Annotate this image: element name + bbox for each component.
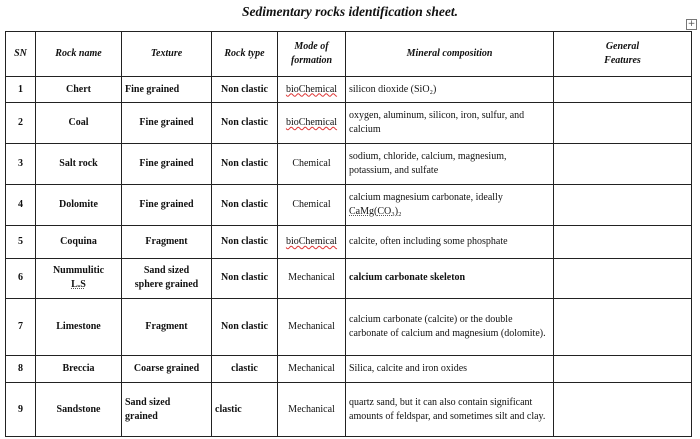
cell-sn: 4 [6, 185, 36, 226]
cell-mineral: Silica, calcite and iron oxides [346, 356, 554, 383]
table-row [6, 226, 692, 259]
header-rock-name: Rock name [36, 32, 122, 77]
header-texture: Texture [122, 32, 212, 77]
cell-sn: 3 [6, 144, 36, 185]
table-row [6, 185, 692, 226]
cell-rock-name: Salt rock [36, 144, 122, 185]
table-row [6, 356, 692, 383]
cell-texture: Coarse grained [122, 356, 212, 383]
spellcheck-word: bioChemical [285, 83, 338, 95]
header-mineral: Mineral composition [346, 32, 554, 77]
cell-rock-type: clastic [212, 383, 278, 437]
cell-mineral: oxygen, aluminum, silicon, iron, sulfur, and calcium [346, 103, 554, 144]
cell-mode: Mechanical [278, 258, 346, 299]
table-row [6, 77, 692, 103]
cell-mineral: quartz sand, but it can also contain significant amounts of feldspar, and sometimes silt and clay. [346, 383, 554, 437]
cell-mode: Mechanical [278, 356, 346, 383]
header-general-features [554, 32, 692, 77]
spellcheck-word: bioChemical [285, 117, 338, 129]
cell-features[interactable] [554, 144, 692, 185]
header-row [6, 32, 692, 77]
cell-mode [278, 77, 346, 103]
cell-sn: 6 [6, 258, 36, 299]
cell-mode: Mechanical [278, 383, 346, 437]
cell-texture: Fine grained [122, 144, 212, 185]
cell-sn: 8 [6, 356, 36, 383]
header-gf-line2: Features [604, 55, 641, 66]
cell-rock-name: Breccia [36, 356, 122, 383]
rock-name-abbrev: L.S [71, 279, 86, 291]
cell-mineral: calcium carbonate (calcite) or the double carbonate of calcium and magnesium (dolomite). [346, 299, 554, 356]
cell-mineral: calcium carbonate skeleton [346, 258, 554, 299]
cell-rock-name: Chert [36, 77, 122, 103]
rock-name-line: Nummulitic [52, 265, 105, 277]
cell-texture [122, 383, 212, 437]
header-mode-line2: formation [290, 55, 333, 66]
cell-rock-type: Non clastic [212, 103, 278, 144]
cell-mineral: calcite, often including some phosphate [346, 226, 554, 259]
table-row [6, 383, 692, 437]
cell-rock-type: Non clastic [212, 185, 278, 226]
cell-sn: 9 [6, 383, 36, 437]
texture-line: sphere grained [134, 279, 199, 291]
table-row [6, 299, 692, 356]
cell-features[interactable] [554, 299, 692, 356]
table-row [6, 258, 692, 299]
header-rock-type: Rock type [212, 32, 278, 77]
cell-mode: Chemical [278, 185, 346, 226]
page-title: Sedimentary rocks identification sheet. [242, 4, 458, 19]
cell-mode [278, 226, 346, 259]
cell-texture: Fine grained [122, 77, 212, 103]
table-move-handle-icon[interactable]: + [687, 19, 696, 29]
cell-rock-type: Non clastic [212, 299, 278, 356]
cell-rock-type: Non clastic [212, 258, 278, 299]
rocks-table [5, 31, 692, 437]
cell-mode: Mechanical [278, 299, 346, 356]
cell-features[interactable] [554, 103, 692, 144]
cell-texture [122, 258, 212, 299]
cell-mineral: silicon dioxide (SiO₂) [346, 77, 554, 103]
texture-line: Sand sized [125, 396, 171, 408]
cell-features[interactable] [554, 77, 692, 103]
cell-rock-type: Non clastic [212, 144, 278, 185]
cell-rock-name: Coal [36, 103, 122, 144]
cell-rock-name [36, 258, 122, 299]
cell-sn: 1 [6, 77, 36, 103]
texture-line: Sand sized [143, 265, 190, 277]
cell-rock-name: Limestone [36, 299, 122, 356]
cell-mode: Chemical [278, 144, 346, 185]
texture-line: grained [125, 410, 158, 422]
cell-mineral: sodium, chloride, calcium, magnesium, potassium, and sulfate [346, 144, 554, 185]
header-mode [278, 32, 346, 77]
cell-rock-name: Dolomite [36, 185, 122, 226]
cell-texture: Fine grained [122, 185, 212, 226]
table-row [6, 144, 692, 185]
cell-rock-type: Non clastic [212, 77, 278, 103]
cell-sn: 7 [6, 299, 36, 356]
header-sn: SN [6, 32, 36, 77]
spellcheck-word: bioChemical [285, 235, 338, 247]
table-row [6, 103, 692, 144]
header-mode-line1: Mode of [294, 41, 329, 52]
cell-mode [278, 103, 346, 144]
cell-features[interactable] [554, 226, 692, 259]
cell-features[interactable] [554, 258, 692, 299]
cell-features[interactable] [554, 383, 692, 437]
cell-features[interactable] [554, 185, 692, 226]
cell-rock-type: clastic [212, 356, 278, 383]
cell-texture: Fragment [122, 299, 212, 356]
cell-sn: 2 [6, 103, 36, 144]
cell-texture: Fragment [122, 226, 212, 259]
cell-rock-name: Sandstone [36, 383, 122, 437]
cell-rock-type: Non clastic [212, 226, 278, 259]
cell-mineral [346, 185, 554, 226]
mineral-line: calcium magnesium carbonate, ideally [349, 192, 503, 204]
cell-rock-name: Coquina [36, 226, 122, 259]
chemical-formula: CaMg(CO₃)₂ [349, 206, 402, 218]
cell-sn: 5 [6, 226, 36, 259]
cell-texture: Fine grained [122, 103, 212, 144]
header-gf-line1: General [605, 41, 640, 52]
cell-features[interactable] [554, 356, 692, 383]
